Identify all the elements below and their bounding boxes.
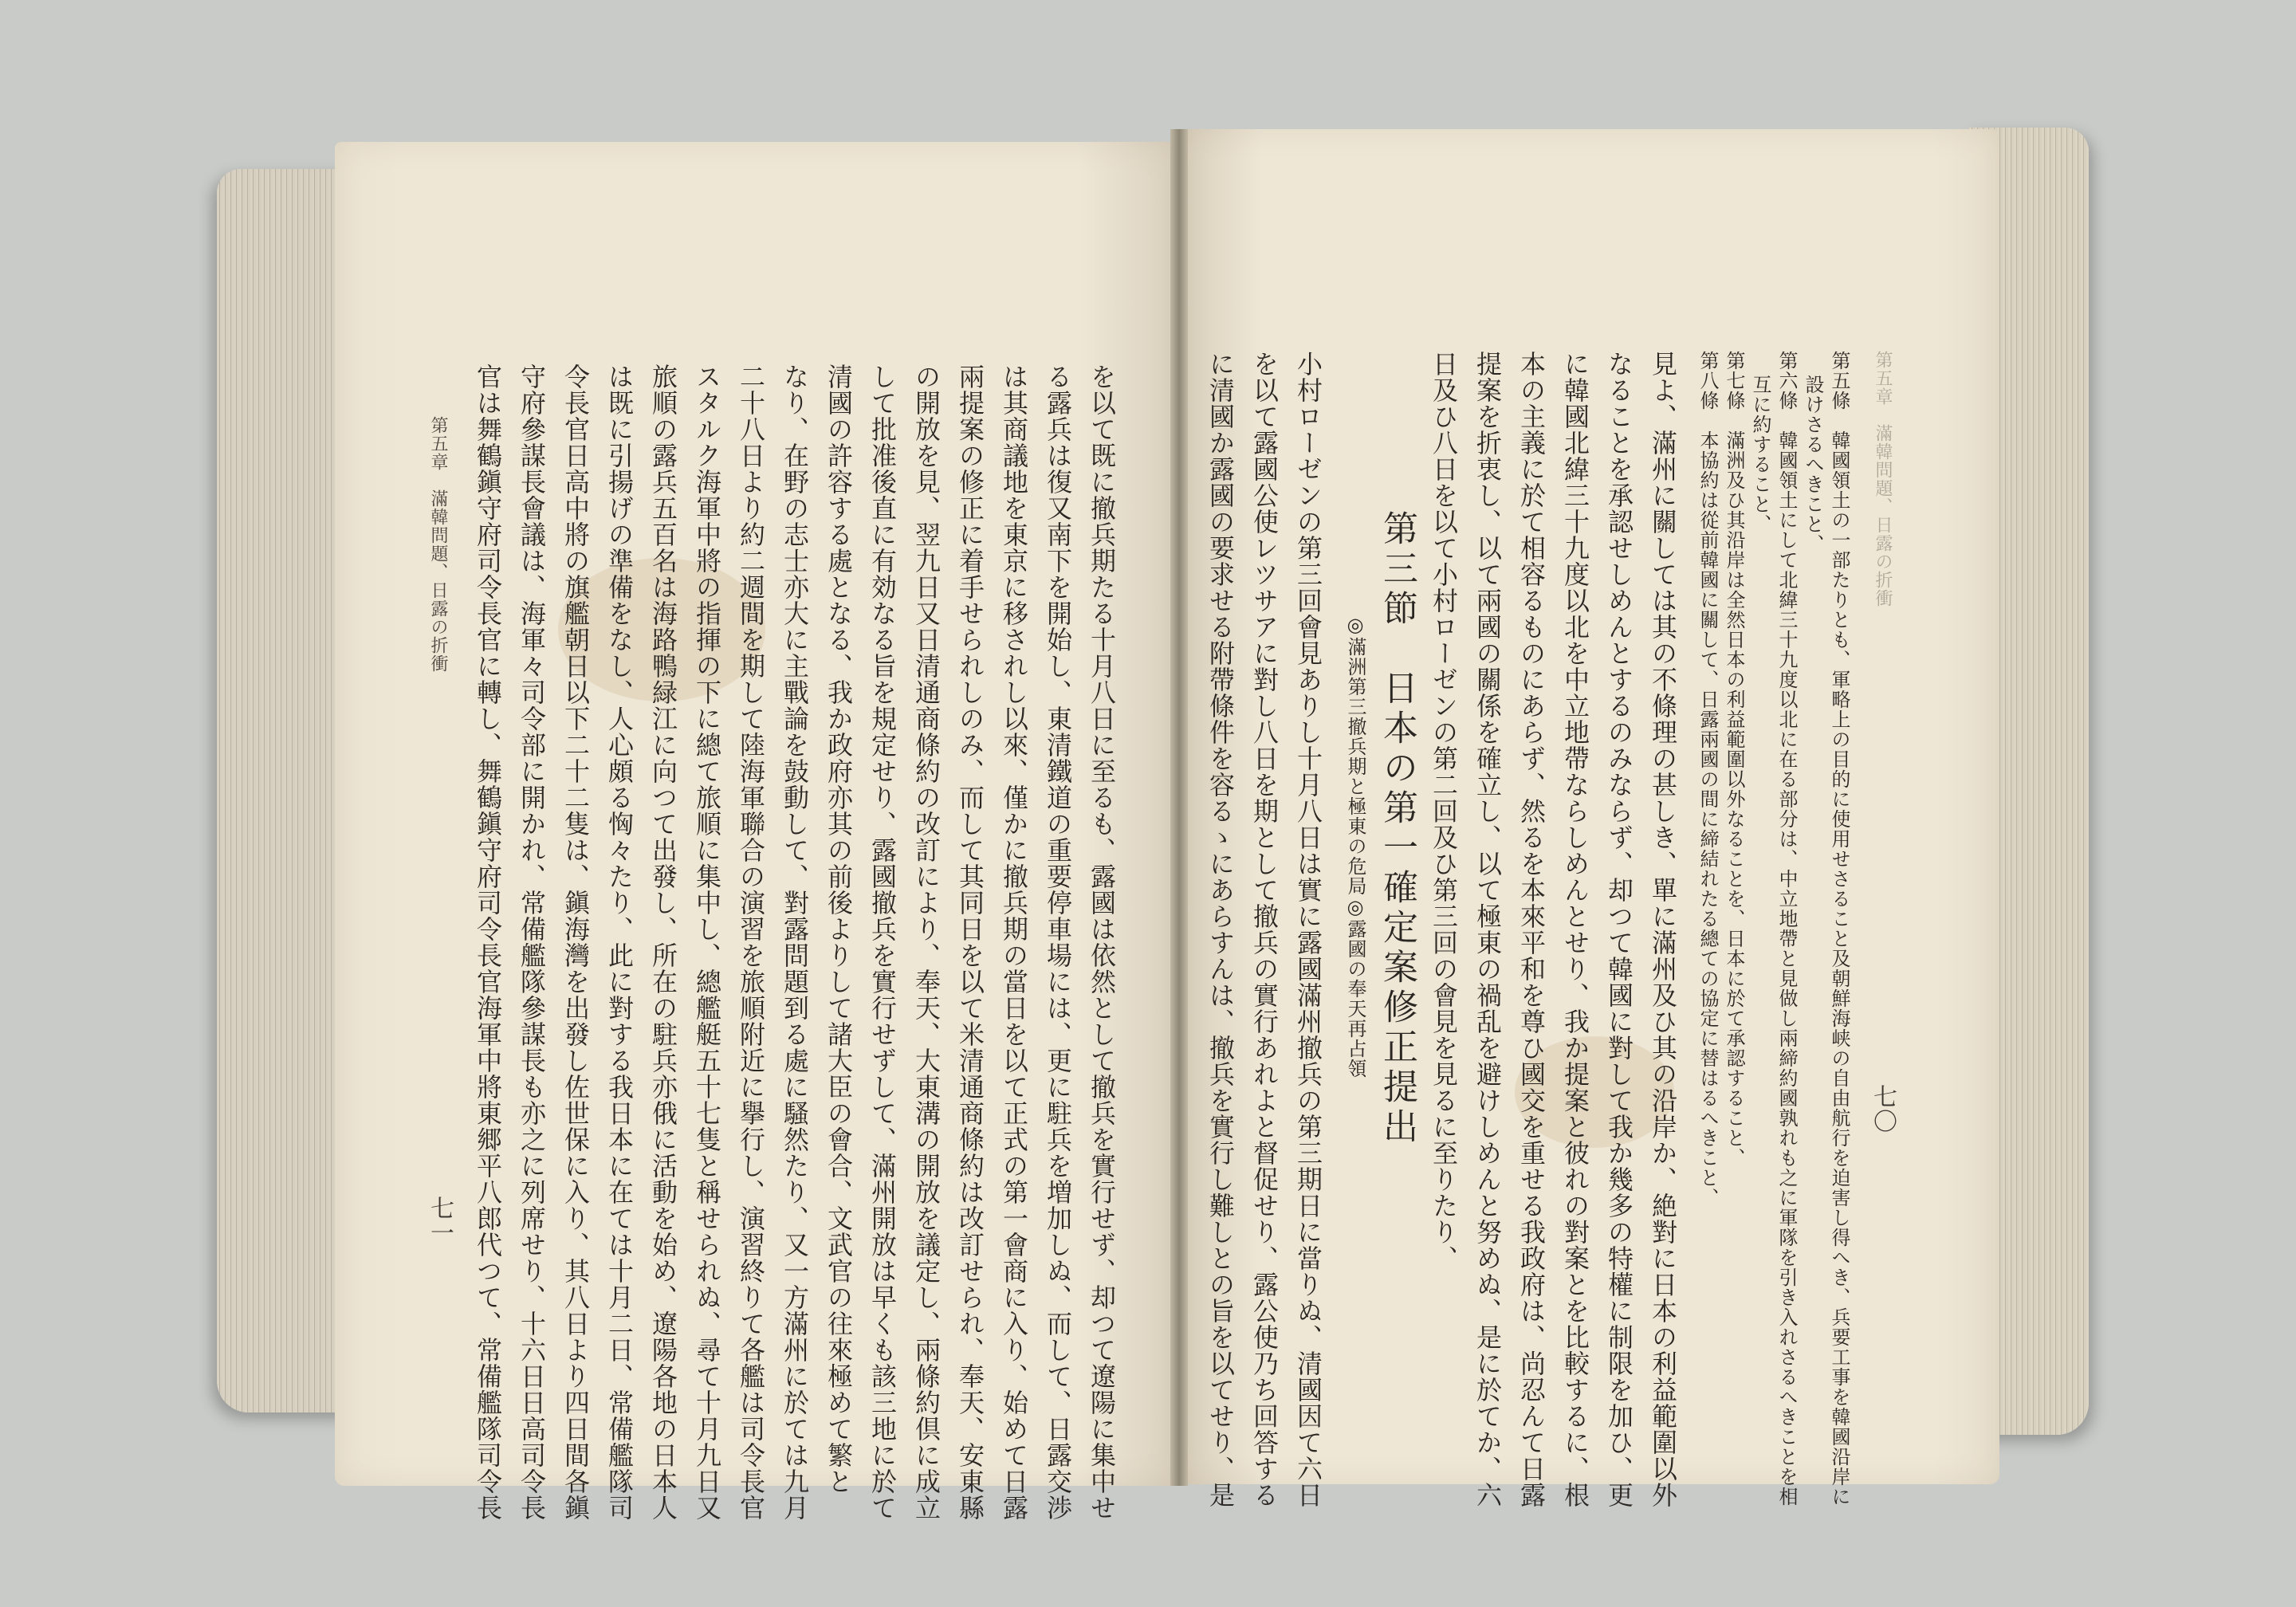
body-line: 本の主義に於て相容るものにあらず、然るを本來平和を尊ひ國交を重せる我政府は、尚忍んて日露	[1516, 351, 1547, 1508]
running-head: 第五章 滿韓問題、日露の折衝	[428, 416, 448, 673]
body-line: に清國か露國の要求せる附帶條件を容るゝにあらすんは、撤兵を實行し難しとの旨を以てせり、是	[1205, 351, 1236, 1508]
section-title: 第三節 日本の第一確定案修正提出	[1377, 510, 1417, 1148]
treaty-line: 互に約すること、	[1749, 375, 1771, 534]
body-line: 二十八日より約二週間を期して陸海軍聯合の演習を旅順附近に擧行し、演習終りて各艦は司令長官	[736, 363, 766, 1521]
left-page-edges	[217, 169, 352, 1413]
section-subtitle: ◎滿洲第三撤兵期と極東の危局◎露國の奉天再占領	[1344, 614, 1366, 1079]
body-line: 官は舞鶴鎭守府司令長官に轉し、舞鶴鎭守府司令長官海軍中將東郷平八郎代つて、常備艦隊司令長	[473, 363, 503, 1521]
page-number: 七一	[426, 1196, 454, 1245]
body-line: を以て露國公使レツサアに對し八日を期として撤兵の實行あれよと督促せり、露公使乃ち回答する	[1249, 351, 1280, 1508]
treaty-line: 第六條 韓國領土にして北緯三十九度以北に在る部分は、中立地帶と見做し兩締約國孰れも之に軍隊を引き入れさるへきことを相	[1775, 351, 1798, 1507]
body-line: る露兵は復又南下を開始し、東清鐵道の重要停車場には、更に駐兵を増加しぬ、而して、日露交渉	[1043, 363, 1073, 1521]
body-line: 兩提案の修正に着手せられしのみ、而して其同日を以て米清通商條約は改訂せられ、奉天、安東縣	[955, 363, 985, 1521]
body-line: 提案を折衷し、以て兩國の關係を確立し、以て極東の禍乱を避けしめんと努めぬ、是に於てか、六	[1472, 351, 1503, 1508]
body-line: 旅順の露兵五百名は海路鴨緑江に向つて出發し、所在の駐兵亦俄に活動を始め、遼陽各地の日本人	[648, 363, 678, 1521]
treaty-line: 設けさるへきこと、	[1802, 375, 1824, 554]
running-head: 第五章 滿韓問題、日露の折衝	[1873, 351, 1893, 607]
treaty-line: 第七條 滿洲及ひ其沿岸は全然日本の利益範圍以外なることを、日本に於て承認すること、	[1723, 351, 1745, 1168]
body-line: に韓國北緯三十九度以北を中立地帶ならしめんとせり、我か提案と彼れの對案とを比較するに、根	[1560, 351, 1590, 1508]
body-line: なることを承認せしめんとするのみならず、却つて韓國に對して我か幾多の特權に制限を加ひ、更	[1604, 351, 1634, 1508]
body-line: 日及ひ八日を以て小村ローゼンの第二回及ひ第三回の會見を見るに至りたり、	[1429, 351, 1459, 1271]
body-line: スタルク海軍中將の指揮の下に總て旅順に集中し、總艦艇五十七隻と稱せられぬ、尋て十月九日又	[692, 363, 722, 1521]
page-number: 七〇	[1869, 1084, 1897, 1134]
body-line: 令長官日高中將の旗艦朝日以下二十二隻は、鎭海灣を出發し佐世保に入り、其八日より四日間各鎭	[560, 363, 591, 1521]
treaty-line: 第五條 韓國領土の一部たりとも、軍略上の目的に使用せさること及朝鮮海峡の自由航行を迫害し得へき、兵要工事を韓國沿岸に	[1828, 351, 1850, 1507]
body-line: を以て既に撤兵期たる十月八日に至るも、露國は依然として撤兵を實行せず、却つて遼陽に集中せ	[1087, 363, 1117, 1521]
body-line: 清國の許容する處となる、我か政府亦其の前後よりして諸大臣の會合、文武官の往來極めて繁と	[824, 363, 854, 1495]
body-line: は既に引揚げの準備をなし、人心頗る恟々たり、此に對する我日本に在ては十月二日、常備艦隊司	[604, 363, 635, 1521]
body-line: 守府參謀長會議は、海軍々司令部に開かれ、常備艦隊參謀長も亦之に列席せり、十六日日高司令長	[517, 363, 547, 1521]
body-line: 小村ローゼンの第三回會見ありし十月八日は實に露國滿州撤兵の第三期日に當りぬ、清國因て六日	[1293, 351, 1323, 1508]
body-line: なり、在野の志士亦大に主戰論を鼓動して、對露問題到る處に騷然たり、又一方滿州に於ては九月	[780, 363, 810, 1521]
treaty-line: 第八條 本協約は從前韓國に關して、日露兩國の間に締結れたる總ての協定に替はるへきこと、	[1696, 351, 1719, 1208]
body-line: 見よ、滿州に關しては其の不條理の甚しき、單に滿州及ひ其の沿岸か、絶對に日本の利益範圍以外	[1648, 351, 1678, 1508]
body-line: して批准後直に有効なる旨を規定せり、露國撤兵を實行せずして、滿州開放は早くも該三地に於て	[867, 363, 898, 1521]
body-line: は其商議地を東京に移されし以來、僅かに撤兵期の當日を以て正式の第一會商に入り、始めて日露	[999, 363, 1029, 1521]
book-gutter	[1170, 129, 1188, 1486]
body-line: の開放を見、翌九日又日清通商條約の改訂により、奉天、大東溝の開放を議定し、兩條約倶に成立	[911, 363, 942, 1521]
